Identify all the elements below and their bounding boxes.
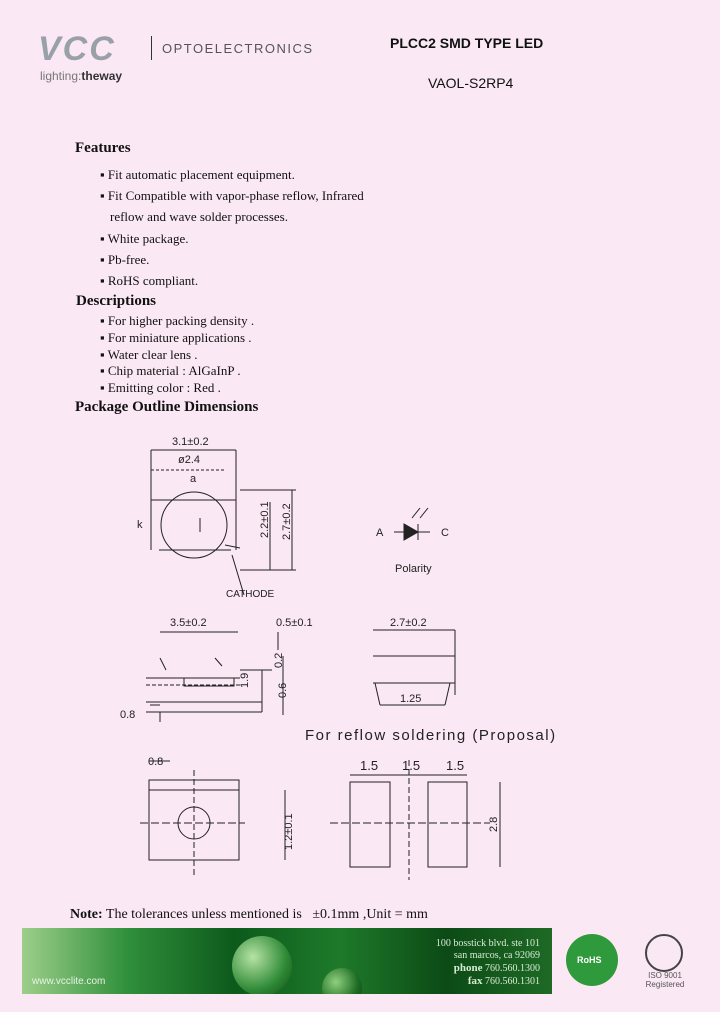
dim-top-inner: ø2.4 [178, 454, 201, 466]
document-title: PLCC2 SMD TYPE LED [390, 35, 544, 51]
division-name: OPTOELECTRONICS [162, 41, 314, 56]
part-number: VAOL-S2RP4 [428, 75, 514, 91]
globe-icon [645, 934, 683, 972]
package-outline-drawing [0, 420, 720, 910]
list-item: ▪ Pb-free. [100, 251, 150, 267]
dim-side-bottom: 0.8 [120, 709, 136, 721]
website-link[interactable]: www.vcclite.com [32, 976, 106, 987]
dim-h1: 2.2±0.1 [259, 501, 271, 538]
dim-end-label: 1.25 [400, 693, 422, 705]
anode-mark: A [376, 527, 384, 539]
list-item: ▪ For miniature applications . [100, 329, 252, 345]
tolerance-note: Note: The tolerances unless mentioned is ±0.1mm ,Unit = mm [70, 907, 428, 922]
list-item: ▪ Chip material : AlGaInP . [100, 363, 241, 379]
dim-side-width: 3.5±0.2 [170, 617, 207, 629]
package-heading: Package Outline Dimensions [75, 399, 259, 415]
features-heading: Features [75, 140, 131, 156]
list-item: ▪ Emitting color : Red . [100, 380, 221, 396]
list-item: ▪ RoHS compliant. [100, 273, 199, 289]
pad-dim-top: 0.8 [148, 756, 164, 768]
pad-dim-right: 1.2±0.1 [283, 813, 295, 850]
land-height: 2.8 [488, 816, 500, 832]
list-item: reflow and wave solder processes. [110, 209, 288, 225]
list-item: ▪ For higher packing density . [100, 313, 255, 328]
land-dim-2: 1.5 [402, 758, 421, 773]
dim-top-a: a [190, 473, 197, 485]
cathode-label: CATHODE [226, 589, 275, 600]
iso-certification: ISO 9001 Registered [645, 971, 685, 989]
features-list [100, 164, 364, 291]
descriptions-list [100, 313, 254, 397]
dim-top-k: k [137, 519, 143, 531]
reflow-title: For reflow soldering (Proposal) [305, 727, 557, 744]
rohs-label: RoHS [577, 955, 602, 965]
company-logo: VCC [38, 30, 116, 68]
dim-side-h2: 1.9 [239, 672, 251, 688]
descriptions-heading: Descriptions [76, 293, 156, 309]
decorative-sphere [322, 968, 362, 994]
dim-end-width: 2.7±0.2 [390, 617, 427, 629]
list-item: ▪ Water clear lens . [100, 346, 198, 362]
dim-side-h3: 0.6 [277, 682, 289, 698]
decorative-sphere [232, 936, 292, 994]
dim-top-width: 3.1±0.2 [172, 436, 209, 448]
list-item: ▪ Fit automatic placement equipment. [100, 167, 295, 182]
tagline: lighting:theway [40, 69, 123, 83]
footer-banner [22, 928, 552, 994]
land-dim-3: 1.5 [446, 758, 465, 773]
dim-side-h1: 0.2 [273, 652, 285, 668]
dim-h2: 2.7±0.2 [281, 503, 293, 540]
list-item: ▪ White package. [100, 230, 189, 246]
logo-divider [151, 36, 152, 60]
dim-side-right: 0.5±0.1 [276, 617, 313, 629]
address-block: 100 bosstick blvd. ste 101 san marcos, ca 92069 phone 760.560.1300 fax 760.560.1301 [435, 938, 540, 987]
cathode-mark: C [441, 527, 449, 539]
list-item: ▪ Fit Compatible with vapor-phase reflow, Infrared [100, 188, 364, 204]
polarity-label: Polarity [395, 563, 432, 575]
land-dim-1: 1.5 [360, 758, 379, 773]
